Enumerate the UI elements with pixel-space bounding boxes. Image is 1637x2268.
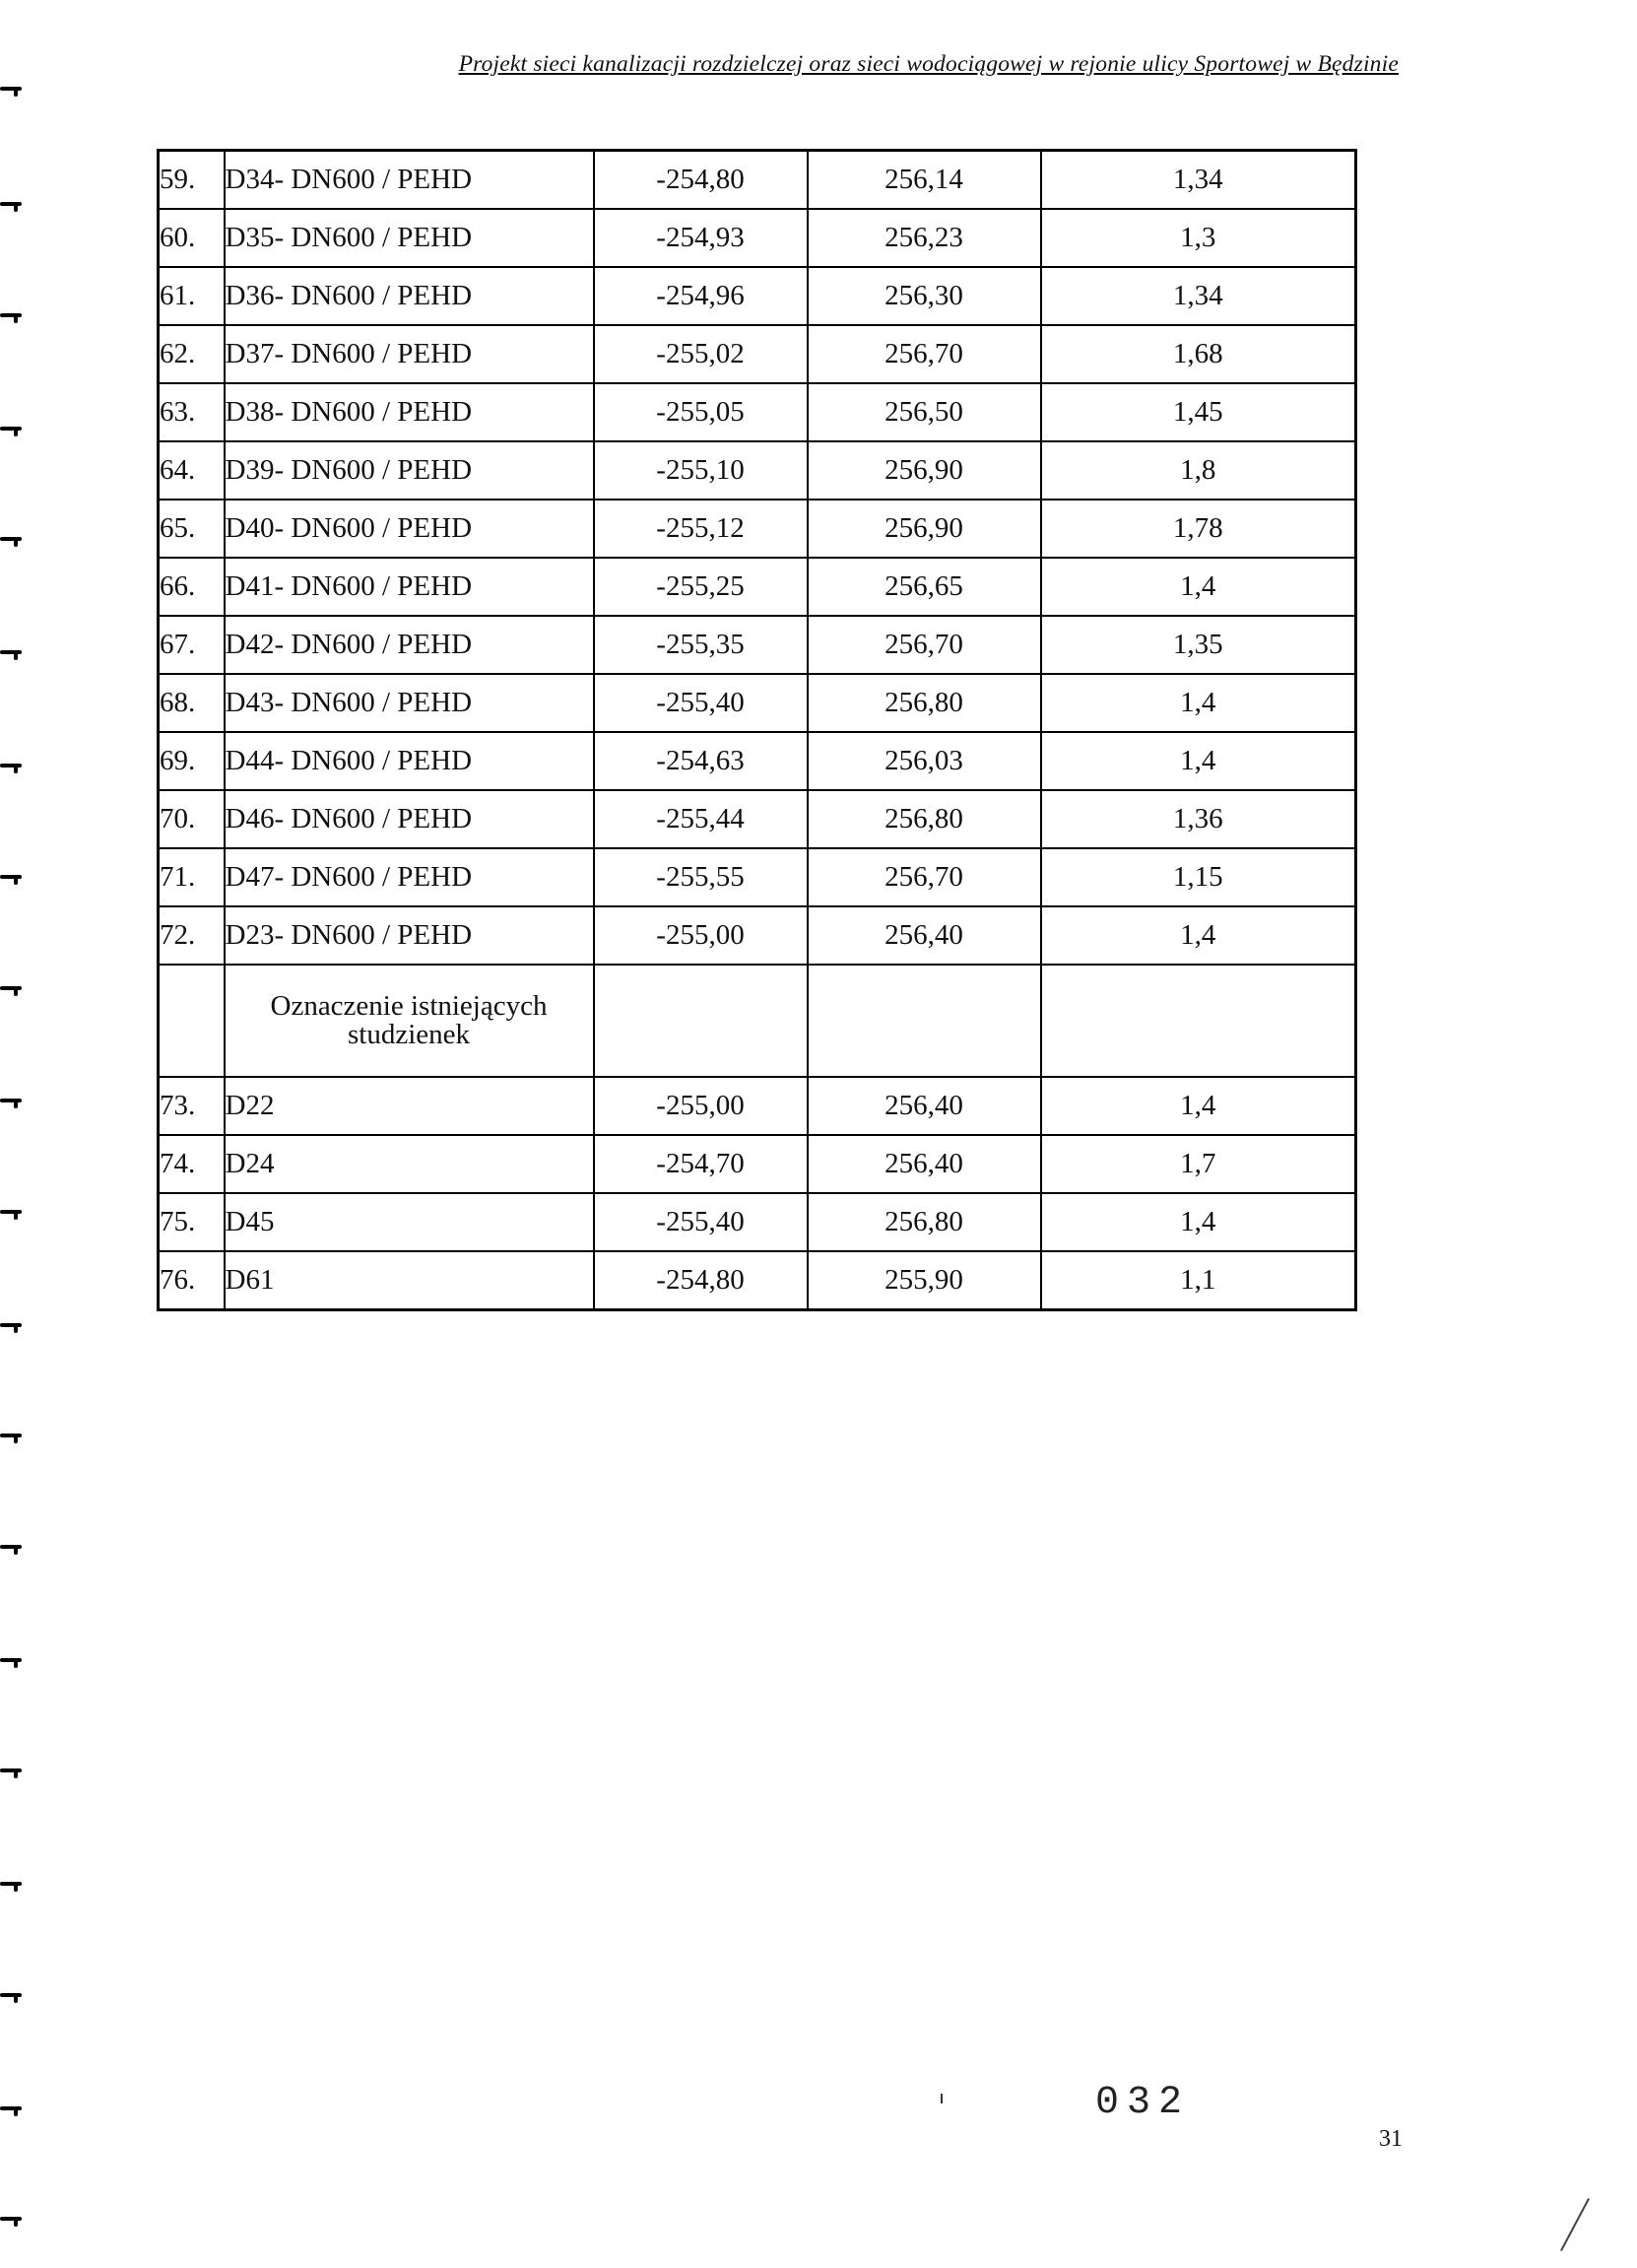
table-row [159, 209, 1356, 267]
row-number-cell: 66. [159, 558, 225, 616]
manhole-name-cell: D61 [225, 1251, 594, 1310]
binder-mark [0, 427, 22, 431]
manhole-name-cell: D45 [225, 1193, 594, 1251]
row-number-cell: 70. [159, 790, 225, 848]
row-number-cell: 67. [159, 616, 225, 674]
binder-mark [0, 650, 22, 654]
bottom-elevation-cell: -255,40 [594, 1193, 808, 1251]
manhole-name-cell: D37- DN600 / PEHD [225, 325, 594, 383]
bottom-elevation-cell: -254,96 [594, 267, 808, 325]
table-row [159, 1251, 1356, 1310]
depth-cell: 1,4 [1041, 558, 1356, 616]
binder-mark [0, 764, 22, 767]
manhole-name-cell: D22 [225, 1077, 594, 1135]
top-elevation-cell: 256,50 [808, 383, 1041, 441]
depth-cell: 1,34 [1041, 151, 1356, 210]
row-number-cell: 59. [159, 151, 225, 210]
depth-cell: 1,4 [1041, 674, 1356, 732]
binder-mark [0, 1099, 22, 1102]
manhole-name-cell: D23- DN600 / PEHD [225, 906, 594, 965]
row-number-cell: 71. [159, 848, 225, 906]
depth-cell: 1,4 [1041, 906, 1356, 965]
bottom-elevation-cell: -254,63 [594, 732, 808, 790]
depth-cell: 1,15 [1041, 848, 1356, 906]
manhole-name-cell: D39- DN600 / PEHD [225, 441, 594, 500]
bottom-elevation-cell: -255,55 [594, 848, 808, 906]
depth-cell: 1,4 [1041, 1077, 1356, 1135]
binder-mark [0, 537, 22, 541]
binder-mark [0, 1993, 22, 1997]
table-row [159, 267, 1356, 325]
manhole-name-cell: D42- DN600 / PEHD [225, 616, 594, 674]
page-number: 31 [1379, 2126, 1403, 2152]
subheader-empty-cell [1041, 965, 1356, 1077]
manhole-name-cell: D35- DN600 / PEHD [225, 209, 594, 267]
top-elevation-cell: 256,40 [808, 906, 1041, 965]
top-elevation-cell: 256,40 [808, 1135, 1041, 1193]
table-row [159, 906, 1356, 965]
depth-cell: 1,1 [1041, 1251, 1356, 1310]
row-number-cell: 72. [159, 906, 225, 965]
top-elevation-cell: 256,80 [808, 1193, 1041, 1251]
table-row [159, 674, 1356, 732]
depth-cell: 1,4 [1041, 1193, 1356, 1251]
subheader-empty-cell [808, 965, 1041, 1077]
depth-cell: 1,35 [1041, 616, 1356, 674]
manhole-name-cell: D24 [225, 1135, 594, 1193]
manhole-name-cell: D41- DN600 / PEHD [225, 558, 594, 616]
manhole-name-cell: D43- DN600 / PEHD [225, 674, 594, 732]
row-number-cell: 64. [159, 441, 225, 500]
depth-cell: 1,4 [1041, 732, 1356, 790]
top-elevation-cell: 256,90 [808, 441, 1041, 500]
data-table [157, 149, 1357, 1311]
binder-mark [0, 2106, 22, 2110]
table-row [159, 1193, 1356, 1251]
top-elevation-cell: 256,40 [808, 1077, 1041, 1135]
binder-mark [0, 1768, 22, 1772]
table-row [159, 325, 1356, 383]
subheader-line-2: studzienek [347, 1019, 470, 1050]
subheader-line-1: Oznaczenie istniejących [270, 990, 548, 1022]
bottom-elevation-cell: -254,80 [594, 151, 808, 210]
binder-mark [0, 1210, 22, 1214]
bottom-elevation-cell: -254,93 [594, 209, 808, 267]
table-row [159, 616, 1356, 674]
top-elevation-cell: 256,80 [808, 674, 1041, 732]
manhole-name-cell: D36- DN600 / PEHD [225, 267, 594, 325]
table-row [159, 151, 1356, 210]
bottom-elevation-cell: -255,00 [594, 1077, 808, 1135]
subheader-empty-cell [594, 965, 808, 1077]
table-body [159, 151, 1356, 1310]
bottom-elevation-cell: -255,00 [594, 906, 808, 965]
manhole-name-cell: D47- DN600 / PEHD [225, 848, 594, 906]
top-elevation-cell: 256,65 [808, 558, 1041, 616]
binder-mark [0, 986, 22, 990]
top-elevation-cell: 256,80 [808, 790, 1041, 848]
bottom-elevation-cell: -255,40 [594, 674, 808, 732]
row-number-cell: 62. [159, 325, 225, 383]
top-elevation-cell: 256,70 [808, 616, 1041, 674]
pen-mark [1560, 2198, 1590, 2251]
binder-mark [0, 875, 22, 879]
bottom-elevation-cell: -255,25 [594, 558, 808, 616]
bottom-elevation-cell: -255,12 [594, 500, 808, 558]
manhole-name-cell: D46- DN600 / PEHD [225, 790, 594, 848]
bottom-elevation-cell: -255,05 [594, 383, 808, 441]
row-number-cell: 63. [159, 383, 225, 441]
table-row [159, 500, 1356, 558]
table-row [159, 732, 1356, 790]
table-row [159, 383, 1356, 441]
depth-cell: 1,78 [1041, 500, 1356, 558]
row-number-cell: 75. [159, 1193, 225, 1251]
row-number-cell: 69. [159, 732, 225, 790]
row-number-cell: 68. [159, 674, 225, 732]
top-elevation-cell: 255,90 [808, 1251, 1041, 1310]
subheader-cell [225, 965, 594, 1077]
top-elevation-cell: 256,14 [808, 151, 1041, 210]
table-row [159, 1077, 1356, 1135]
binder-mark [0, 202, 22, 206]
manhole-name-cell: D38- DN600 / PEHD [225, 383, 594, 441]
binder-mark [0, 2217, 22, 2221]
subheader-lp-cell [159, 965, 225, 1077]
table-row [159, 790, 1356, 848]
manhole-name-cell: D44- DN600 / PEHD [225, 732, 594, 790]
bottom-elevation-cell: -255,35 [594, 616, 808, 674]
subheader-row [159, 965, 1356, 1077]
stamp-number: 032 [1095, 2081, 1191, 2125]
table-row [159, 848, 1356, 906]
row-number-cell: 73. [159, 1077, 225, 1135]
row-number-cell: 61. [159, 267, 225, 325]
binder-mark [0, 1545, 22, 1549]
row-number-cell: 60. [159, 209, 225, 267]
row-number-cell: 74. [159, 1135, 225, 1193]
binder-mark [0, 1658, 22, 1662]
binder-mark [0, 1882, 22, 1886]
binder-mark [0, 87, 22, 91]
manhole-name-cell: D34- DN600 / PEHD [225, 151, 594, 210]
bottom-elevation-cell: -254,70 [594, 1135, 808, 1193]
table-row [159, 1135, 1356, 1193]
page-header: Projekt sieci kanalizacji rozdzielczej oraz sieci wodociągowej w rejonie ulicy Sportowej w Będzinie [458, 51, 1399, 77]
bottom-elevation-cell: -255,10 [594, 441, 808, 500]
top-elevation-cell: 256,70 [808, 325, 1041, 383]
manhole-name-cell: D40- DN600 / PEHD [225, 500, 594, 558]
bottom-elevation-cell: -255,44 [594, 790, 808, 848]
depth-cell: 1,45 [1041, 383, 1356, 441]
depth-cell: 1,7 [1041, 1135, 1356, 1193]
depth-cell: 1,3 [1041, 209, 1356, 267]
bottom-elevation-cell: -255,02 [594, 325, 808, 383]
row-number-cell: 65. [159, 500, 225, 558]
binder-mark [0, 313, 22, 317]
binder-mark [0, 1434, 22, 1437]
table-row [159, 558, 1356, 616]
top-elevation-cell: 256,23 [808, 209, 1041, 267]
scan-mark [941, 2094, 943, 2103]
bottom-elevation-cell: -254,80 [594, 1251, 808, 1310]
row-number-cell: 76. [159, 1251, 225, 1310]
depth-cell: 1,8 [1041, 441, 1356, 500]
depth-cell: 1,34 [1041, 267, 1356, 325]
top-elevation-cell: 256,03 [808, 732, 1041, 790]
top-elevation-cell: 256,70 [808, 848, 1041, 906]
binder-mark [0, 1323, 22, 1327]
top-elevation-cell: 256,90 [808, 500, 1041, 558]
depth-cell: 1,68 [1041, 325, 1356, 383]
top-elevation-cell: 256,30 [808, 267, 1041, 325]
table-row [159, 441, 1356, 500]
depth-cell: 1,36 [1041, 790, 1356, 848]
